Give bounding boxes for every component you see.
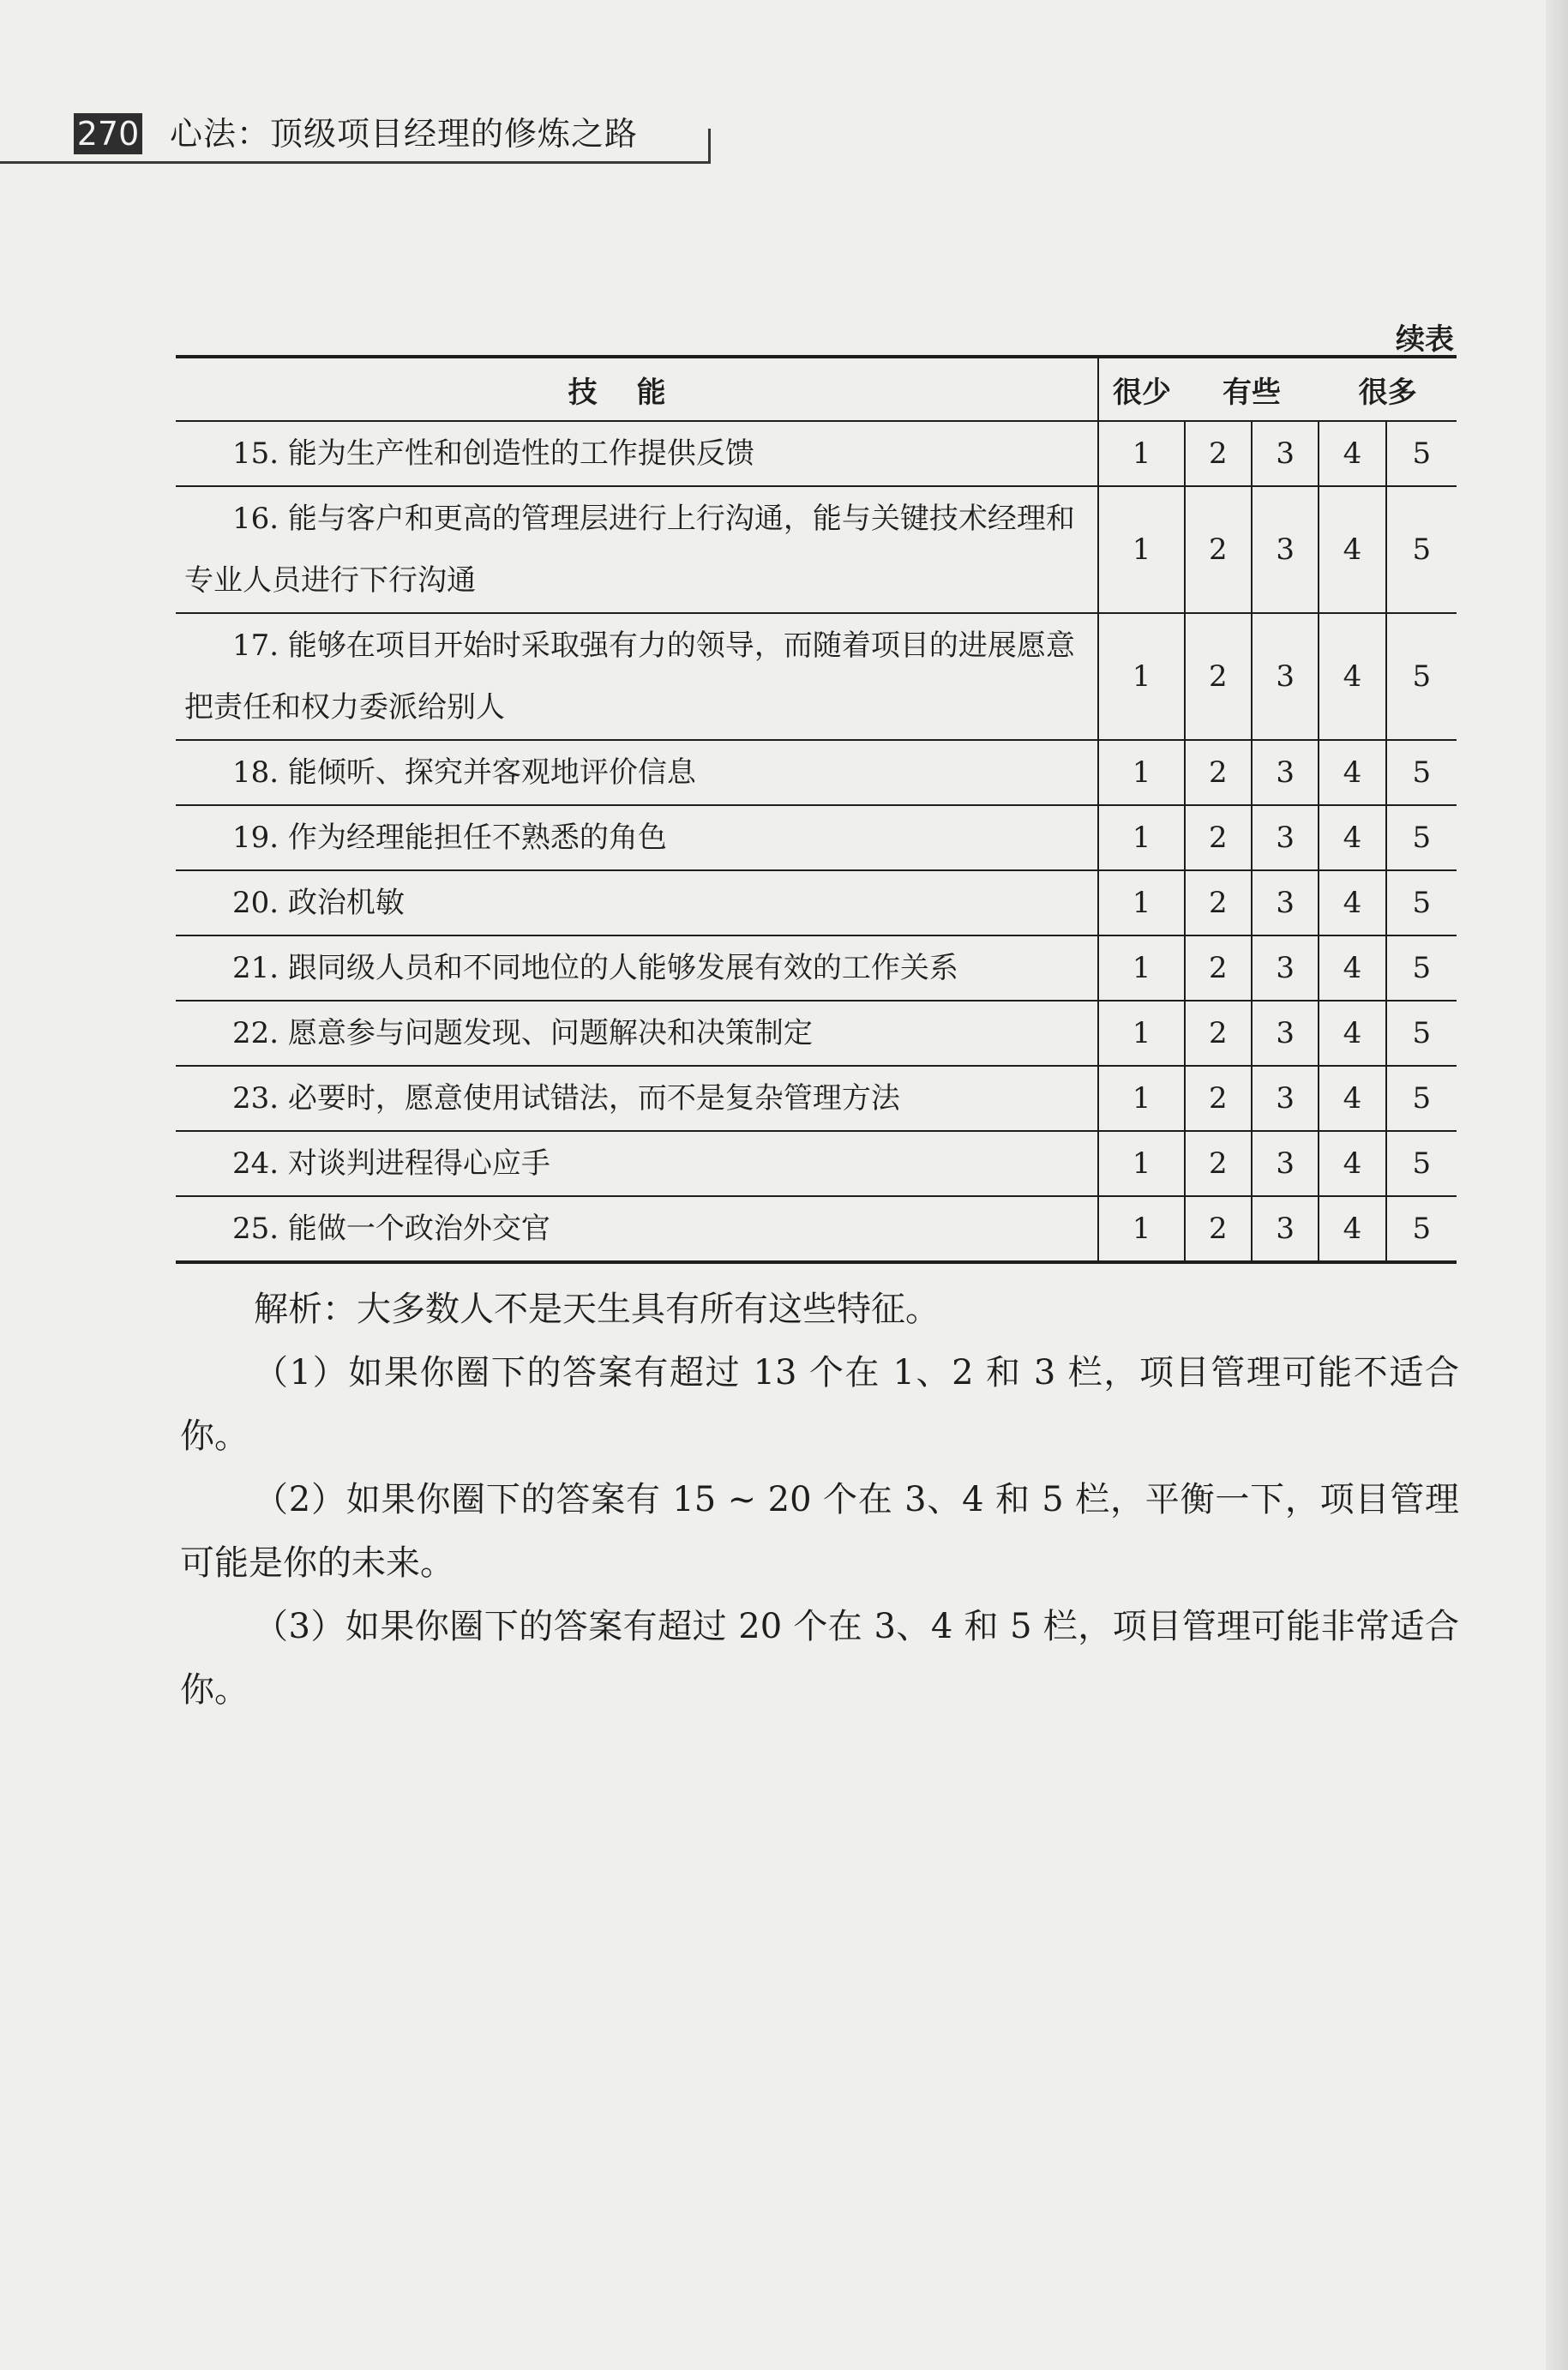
- score-cell: 5: [1386, 1131, 1457, 1196]
- header-rule: [0, 161, 710, 164]
- table-row: [176, 870, 1457, 935]
- skill-cell: [176, 1001, 1098, 1066]
- row-number: 18.: [232, 755, 279, 790]
- score-cell: 4: [1319, 870, 1385, 935]
- row-number: 21.: [232, 951, 279, 985]
- skill-cell: [176, 870, 1098, 935]
- table-row: [176, 935, 1457, 1001]
- table-row: [176, 486, 1457, 613]
- score-cell: 5: [1386, 421, 1457, 486]
- score-cell: 1: [1098, 1001, 1184, 1066]
- analysis-section: [180, 1278, 1459, 1722]
- score-cell: 4: [1319, 1001, 1385, 1066]
- score-cell: 2: [1185, 935, 1252, 1001]
- score-cell: 2: [1185, 421, 1252, 486]
- score-cell: 1: [1098, 421, 1184, 486]
- rarely-column-header: 很少: [1098, 357, 1184, 421]
- score-cell: 5: [1386, 1066, 1457, 1131]
- row-number: 17.: [232, 629, 279, 663]
- score-cell: 5: [1386, 1196, 1457, 1262]
- table-row: [176, 805, 1457, 870]
- skill-column-header: 技能: [176, 357, 1098, 421]
- score-cell: 1: [1098, 1066, 1184, 1131]
- score-cell: 3: [1252, 1131, 1319, 1196]
- skill-text: 对谈判进程得心应手: [287, 1146, 550, 1181]
- score-cell: 3: [1252, 486, 1319, 613]
- score-cell: 3: [1252, 1066, 1319, 1131]
- skill-text: 政治机敏: [287, 886, 405, 920]
- score-cell: 3: [1252, 613, 1319, 740]
- row-number: 20.: [232, 886, 279, 920]
- score-cell: 3: [1252, 805, 1319, 870]
- score-cell: 5: [1386, 870, 1457, 935]
- skill-cell: [176, 1131, 1098, 1196]
- row-number: 24.: [232, 1146, 279, 1181]
- score-cell: 5: [1386, 740, 1457, 805]
- some-column-header: 有些: [1185, 357, 1319, 421]
- page-number: 270: [74, 113, 142, 154]
- skill-text: 跟同级人员和不同地位的人能够发展有效的工作关系: [287, 951, 958, 985]
- row-number: 16.: [232, 502, 279, 536]
- score-cell: 2: [1185, 1066, 1252, 1131]
- score-cell: 2: [1185, 805, 1252, 870]
- skill-cell: [176, 805, 1098, 870]
- score-cell: 4: [1319, 421, 1385, 486]
- table-row: [176, 613, 1457, 740]
- score-cell: 5: [1386, 486, 1457, 613]
- score-cell: 5: [1386, 805, 1457, 870]
- score-cell: 1: [1098, 613, 1184, 740]
- skill-cell: [176, 740, 1098, 805]
- skill-cell: [176, 421, 1098, 486]
- score-cell: 1: [1098, 1196, 1184, 1262]
- skill-cell: [176, 486, 1098, 613]
- table-row: [176, 1001, 1457, 1066]
- score-cell: 1: [1098, 870, 1184, 935]
- skill-text: 必要时，愿意使用试错法，而不是复杂管理方法: [287, 1081, 900, 1116]
- score-cell: 5: [1386, 935, 1457, 1001]
- skill-text: 能与客户和更高的管理层进行上行沟通，能与关键技术经理和专业人员进行下行沟通: [184, 502, 1075, 598]
- score-cell: 3: [1252, 870, 1319, 935]
- score-cell: 1: [1098, 805, 1184, 870]
- skill-text: 作为经理能担任不熟悉的角色: [287, 821, 667, 855]
- score-cell: 2: [1185, 1196, 1252, 1262]
- table-row: [176, 1196, 1457, 1262]
- table-row: [176, 740, 1457, 805]
- table-row: [176, 421, 1457, 486]
- score-cell: 5: [1386, 613, 1457, 740]
- score-cell: 3: [1252, 935, 1319, 1001]
- table-header-row: [176, 357, 1457, 421]
- score-cell: 3: [1252, 421, 1319, 486]
- score-cell: 3: [1252, 1001, 1319, 1066]
- skills-table: [176, 355, 1457, 1264]
- score-cell: 2: [1185, 740, 1252, 805]
- score-cell: 4: [1319, 613, 1385, 740]
- analysis-point-2: （2）如果你圈下的答案有 15 ~ 20 个在 3、4 和 5 栏，平衡一下，项目管理可能是你的未来。: [180, 1480, 1459, 1583]
- row-number: 23.: [232, 1081, 279, 1116]
- analysis-point-1: （1）如果你圈下的答案有超过 13 个在 1、2 和 3 栏，项目管理可能不适合你。: [180, 1353, 1459, 1456]
- score-cell: 4: [1319, 1196, 1385, 1262]
- row-number: 25.: [232, 1212, 279, 1246]
- score-cell: 2: [1185, 870, 1252, 935]
- score-cell: 1: [1098, 486, 1184, 613]
- row-number: 19.: [232, 821, 279, 855]
- score-cell: 2: [1185, 1131, 1252, 1196]
- skill-text: 能为生产性和创造性的工作提供反馈: [287, 436, 754, 471]
- analysis-point-3: （3）如果你圈下的答案有超过 20 个在 3、4 和 5 栏，项目管理可能非常适合你。: [180, 1607, 1459, 1710]
- score-cell: 3: [1252, 740, 1319, 805]
- row-number: 22.: [232, 1016, 279, 1050]
- score-cell: 1: [1098, 740, 1184, 805]
- score-cell: 5: [1386, 1001, 1457, 1066]
- skill-text: 能倾听、探究并客观地评价信息: [287, 755, 696, 790]
- skill-text: 能够在项目开始时采取强有力的领导，而随着项目的进展愿意把责任和权力委派给别人: [184, 629, 1075, 725]
- score-cell: 2: [1185, 1001, 1252, 1066]
- header-rule-end: [708, 129, 711, 164]
- skill-text: 能做一个政治外交官: [287, 1212, 550, 1246]
- score-cell: 2: [1185, 613, 1252, 740]
- score-cell: 4: [1319, 740, 1385, 805]
- skill-cell: [176, 613, 1098, 740]
- skill-cell: [176, 1066, 1098, 1131]
- page-edge-shadow: [1546, 0, 1568, 2370]
- score-cell: 3: [1252, 1196, 1319, 1262]
- score-cell: 2: [1185, 486, 1252, 613]
- score-cell: 4: [1319, 486, 1385, 613]
- table-row: [176, 1131, 1457, 1196]
- score-cell: 1: [1098, 1131, 1184, 1196]
- score-cell: 4: [1319, 1066, 1385, 1131]
- score-cell: 1: [1098, 935, 1184, 1001]
- continued-table-label: 续表: [1396, 322, 1454, 357]
- score-cell: 4: [1319, 1131, 1385, 1196]
- running-title: 心法：顶级项目经理的修炼之路: [170, 115, 639, 153]
- skill-text: 愿意参与问题发现、问题解决和决策制定: [287, 1016, 813, 1050]
- analysis-intro: 解析：大多数人不是天生具有所有这些特征。: [254, 1290, 940, 1329]
- skill-cell: [176, 1196, 1098, 1262]
- row-number: 15.: [232, 436, 279, 471]
- table-row: [176, 1066, 1457, 1131]
- score-cell: 4: [1319, 805, 1385, 870]
- score-cell: 4: [1319, 935, 1385, 1001]
- many-column-header: 很多: [1319, 357, 1457, 421]
- skill-cell: [176, 935, 1098, 1001]
